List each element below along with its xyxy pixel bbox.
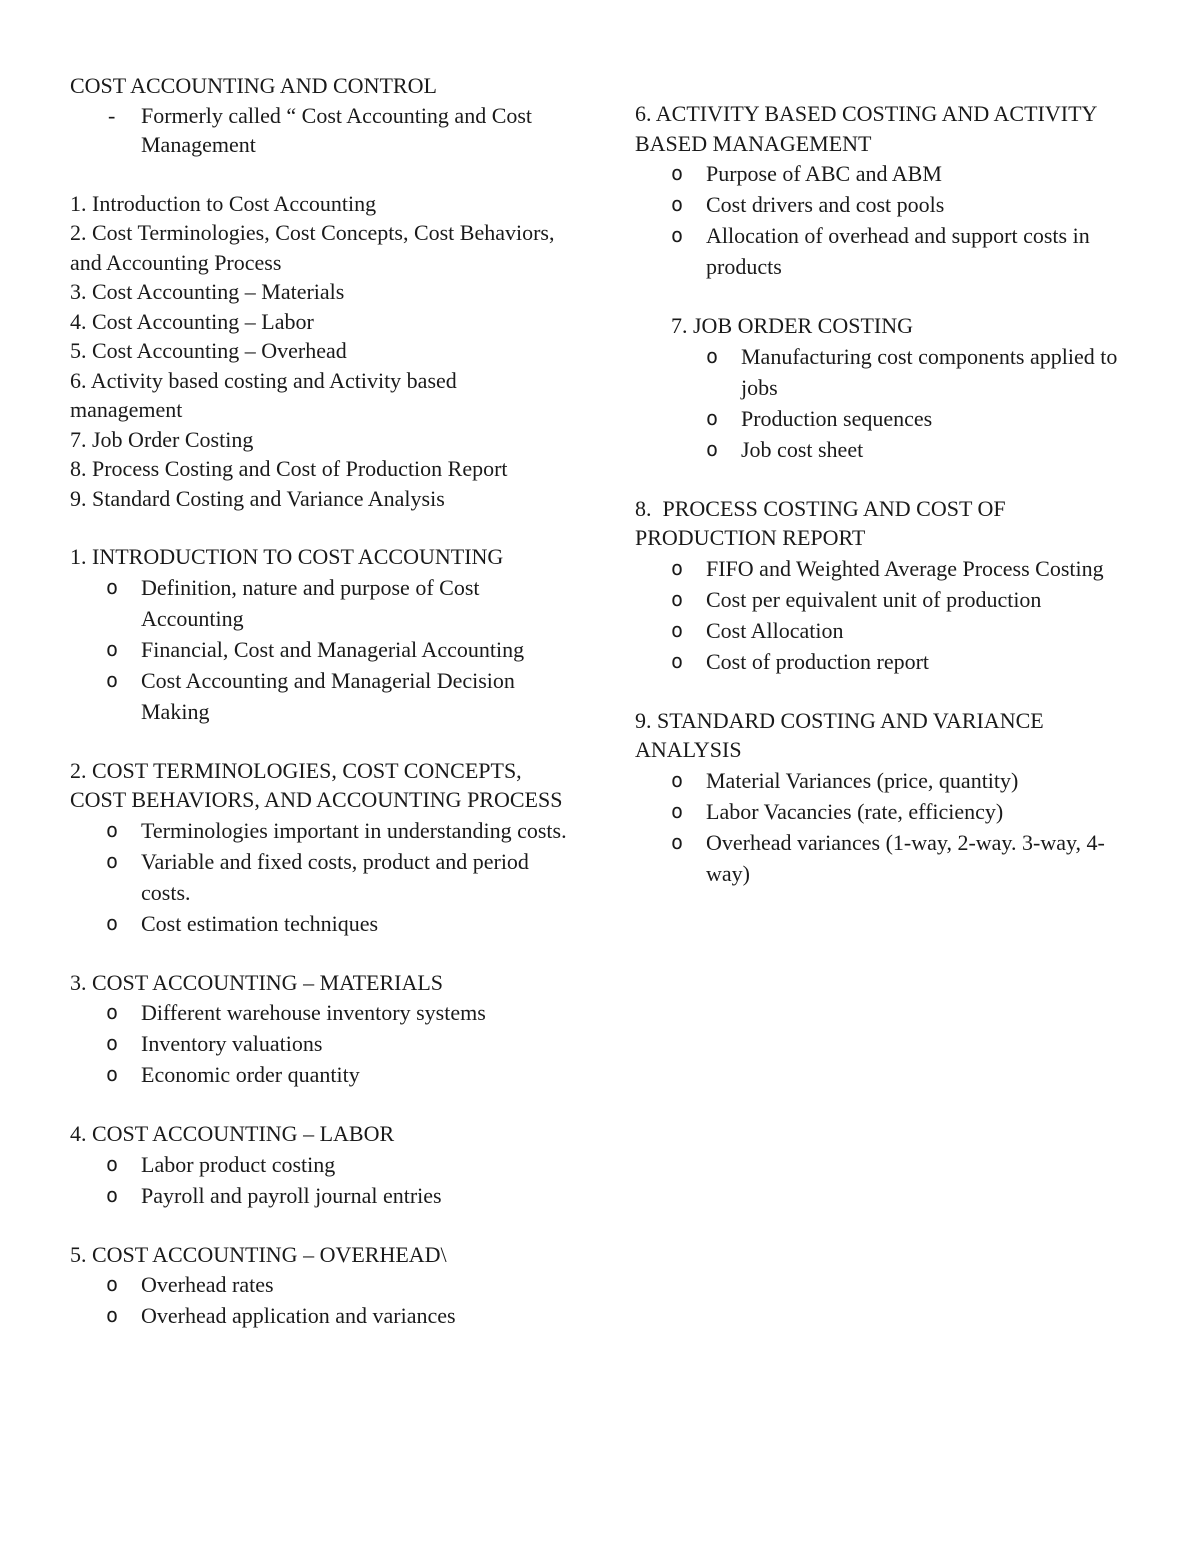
bullet-marker: o <box>106 636 119 661</box>
list-item <box>70 665 570 727</box>
list-item <box>70 572 570 634</box>
section-introduction <box>70 542 570 727</box>
list-item <box>70 1269 570 1300</box>
toc-item: 2. Cost Terminologies, Cost Concepts, Cost Behaviors, and Accounting Process <box>70 220 560 275</box>
list-item <box>635 765 1135 796</box>
section-process-costing <box>635 494 1135 677</box>
list-item <box>635 584 1135 615</box>
section-materials <box>70 968 570 1091</box>
bullet-marker: o <box>671 798 684 823</box>
section-heading: 5. COST ACCOUNTING – OVERHEAD\ <box>70 1241 447 1267</box>
section-labor <box>70 1119 570 1211</box>
list-item-text: Economic order quantity <box>141 1062 360 1087</box>
list-item-text: Cost of production report <box>706 648 930 674</box>
list-item <box>635 827 1135 889</box>
list-item-text: Terminologies important in understanding costs. <box>141 817 567 843</box>
bullet-marker: o <box>706 405 719 430</box>
list-item-text: Payroll and payroll journal entries <box>141 1182 442 1208</box>
bullet-marker: o <box>106 1031 119 1055</box>
section-heading: 1. INTRODUCTION TO COST ACCOUNTING <box>70 544 504 569</box>
list-item-text: Variable and fixed costs, product and period costs. <box>141 848 529 905</box>
list-item <box>635 646 1135 677</box>
left-column <box>70 71 570 1331</box>
bullet-marker: o <box>671 586 684 611</box>
bullet-marker: o <box>671 555 684 580</box>
bullet-marker: o <box>671 223 684 247</box>
list-item <box>70 1149 570 1180</box>
bullet-marker: o <box>106 1303 119 1327</box>
dash-marker: - <box>108 102 116 128</box>
section-activity-based <box>635 99 1135 282</box>
section-heading: 2. COST TERMINOLOGIES, COST CONCEPTS, COST BEHAVIORS, AND ACCOUNTING PROCESS <box>70 757 563 812</box>
list-item <box>635 403 1135 434</box>
toc-item: 1. Introduction to Cost Accounting <box>70 190 377 216</box>
bullet-marker: o <box>106 1000 119 1024</box>
list-item-text: Inventory valuations <box>141 1031 323 1056</box>
bullet-marker: o <box>706 436 719 461</box>
list-item-text: Financial, Cost and Managerial Accounting <box>141 636 525 662</box>
section-heading: 3. COST ACCOUNTING – MATERIALS <box>70 969 444 995</box>
list-item-text: Cost estimation techniques <box>141 910 379 936</box>
list-item <box>635 796 1135 827</box>
section-standard-costing <box>635 706 1135 889</box>
list-item-text: Labor product costing <box>141 1151 336 1177</box>
bullet-marker: o <box>106 1151 119 1176</box>
list-item-text: Different warehouse inventory systems <box>141 1000 486 1025</box>
list-item <box>70 815 570 846</box>
bullet-marker: o <box>106 910 119 935</box>
document-title: COST ACCOUNTING AND CONTROL <box>70 73 437 98</box>
list-item <box>70 997 570 1028</box>
list-item-text: Cost per equivalent unit of production <box>706 586 1042 612</box>
subtitle-note <box>70 101 570 160</box>
toc-item: 6. Activity based costing and Activity based management <box>70 367 463 422</box>
bullet-marker: o <box>106 574 119 599</box>
list-item-text: Allocation of overhead and support costs in products <box>706 223 1090 279</box>
toc-item: 7. Job Order Costing <box>70 426 254 452</box>
list-item-text: Cost drivers and cost pools <box>706 192 945 217</box>
bullet-marker: o <box>671 617 684 642</box>
list-item-text: Purpose of ABC and ABM <box>706 161 942 186</box>
list-item <box>70 1059 570 1090</box>
list-item <box>635 615 1135 646</box>
list-item-text: Cost Accounting and Managerial Decision Making <box>141 667 515 724</box>
subtitle-text: Formerly called “ Cost Accounting and Cost Management <box>141 102 533 157</box>
list-item-text: Definition, nature and purpose of Cost Accounting <box>141 574 480 631</box>
toc-item: 4. Cost Accounting – Labor <box>70 308 314 334</box>
right-column <box>635 99 1135 889</box>
bullet-marker: o <box>671 161 684 185</box>
bullet-marker: o <box>671 192 684 216</box>
section-terminologies <box>70 756 570 939</box>
bullet-marker: o <box>106 1182 119 1207</box>
bullet-marker: o <box>671 648 684 673</box>
toc-item: 3. Cost Accounting – Materials <box>70 279 345 304</box>
section-heading: 7. JOB ORDER COSTING <box>671 313 914 338</box>
section-heading: 9. STANDARD COSTING AND VARIANCE ANALYSIS <box>635 707 1049 762</box>
list-item <box>635 220 1135 282</box>
list-item <box>70 634 570 665</box>
bullet-marker: o <box>106 848 119 873</box>
list-item-text: FIFO and Weighted Average Process Costing <box>706 555 1104 581</box>
section-job-order <box>635 311 1135 465</box>
bullet-marker: o <box>671 829 684 854</box>
list-item <box>635 189 1135 220</box>
list-item <box>635 341 1135 403</box>
list-item-text: Overhead variances (1-way, 2-way. 3-way, 4-way) <box>706 829 1105 886</box>
toc-item: 5. Cost Accounting – Overhead <box>70 338 347 363</box>
list-item <box>70 846 570 908</box>
list-item <box>635 158 1135 189</box>
list-item <box>70 1180 570 1211</box>
list-item-text: Labor Vacancies (rate, efficiency) <box>706 798 1004 824</box>
list-item-text: Overhead application and variances <box>141 1303 456 1328</box>
list-item <box>635 553 1135 584</box>
bullet-marker: o <box>671 767 684 792</box>
section-heading: 4. COST ACCOUNTING – LABOR <box>70 1121 395 1146</box>
bullet-marker: o <box>706 343 719 368</box>
bullet-marker: o <box>106 667 119 692</box>
list-item-text: Manufacturing cost components applied to jobs <box>741 343 1118 400</box>
section-heading: 8. PROCESS COSTING AND COST OF PRODUCTION REPORT <box>635 495 1012 550</box>
list-item-text: Production sequences <box>741 405 933 431</box>
list-item <box>70 908 570 939</box>
list-item-text: Job cost sheet <box>741 436 864 462</box>
toc-item: 9. Standard Costing and Variance Analysis <box>70 485 445 511</box>
list-item-text: Cost Allocation <box>706 617 844 643</box>
bullet-marker: o <box>106 1272 119 1296</box>
section-heading: 6. ACTIVITY BASED COSTING AND ACTIVITY BASED MANAGEMENT <box>635 101 1103 156</box>
list-item-text: Overhead rates <box>141 1272 274 1297</box>
list-item <box>70 1300 570 1331</box>
bullet-marker: o <box>106 1062 119 1086</box>
table-of-contents <box>70 189 570 514</box>
list-item <box>70 1028 570 1059</box>
section-overhead <box>70 1240 570 1332</box>
bullet-marker: o <box>106 817 119 842</box>
toc-item: 8. Process Costing and Cost of Production Report <box>70 456 508 481</box>
list-item-text: Material Variances (price, quantity) <box>706 767 1019 793</box>
list-item <box>635 434 1135 465</box>
